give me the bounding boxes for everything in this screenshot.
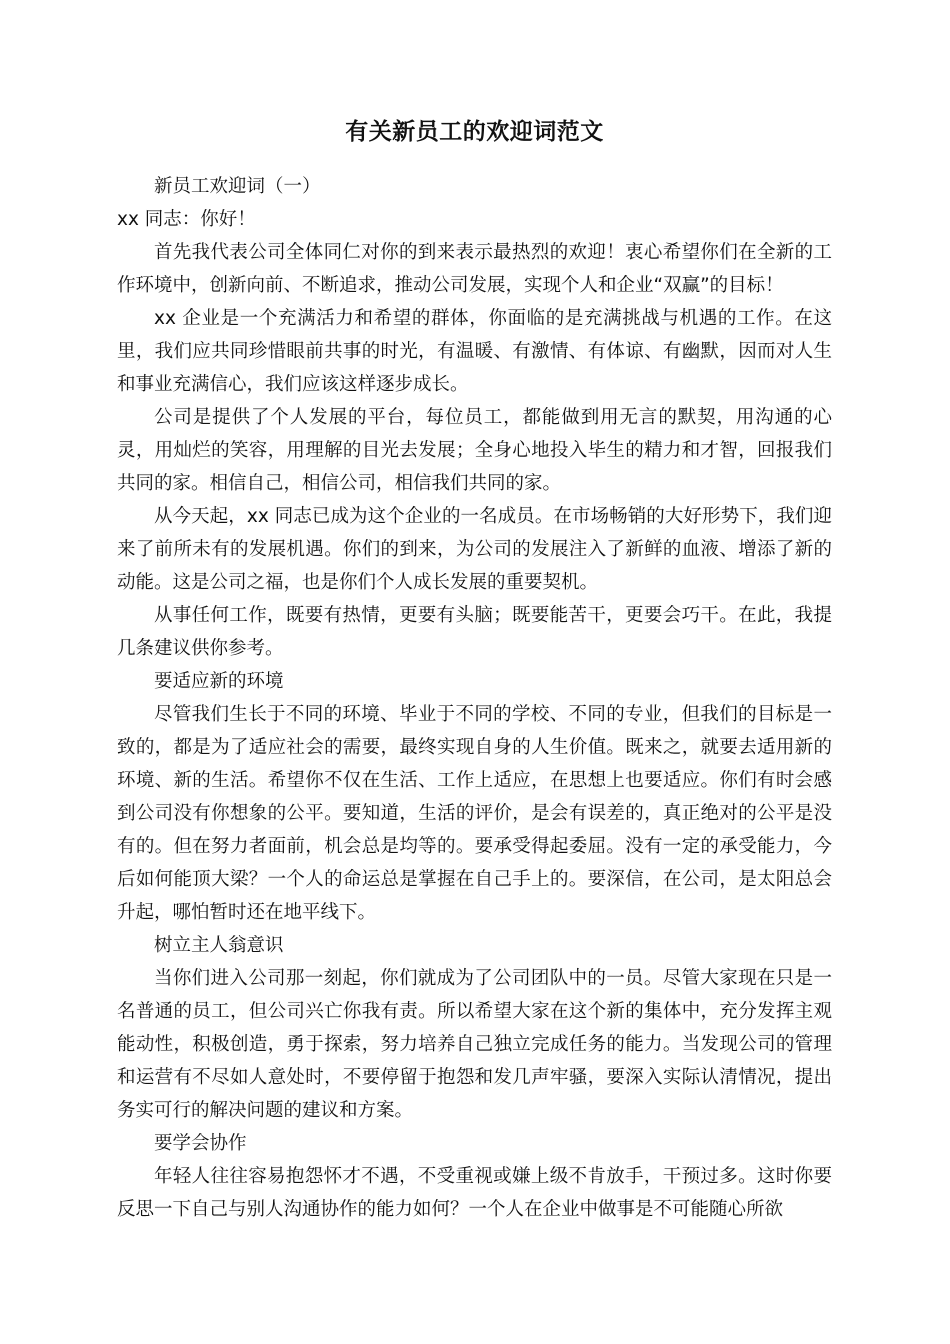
paragraph-advice-intro: 从事任何工作，既要有热情，更要有头脑；既要能苦干，更要会巧干。在此，我提几条建议供你参考。 — [117, 605, 832, 659]
section-label: 新员工欢迎词（一） — [154, 176, 321, 197]
paragraph-welcome: 首先我代表公司全体同仁对你的到来表示最热烈的欢迎！衷心希望你们在全新的工作环境中，创新向前、不断追求，推动公司发展，实现个人和企业“双赢”的目标！ — [117, 242, 832, 296]
subheading-adapt: 要适应新的环境 — [154, 671, 284, 692]
paragraph-cooperation: 年轻人往往容易抱怨怀才不遇，不受重视或嫌上级不肯放手，干预过多。这时你要反思一下自己与别人沟通协作的能力如何？一个人在企业中做事是不可能随心所欲 — [117, 1166, 832, 1220]
paragraph-enterprise: xx 企业是一个充满活力和希望的群体，你面临的是充满挑战与机遇的工作。在这里，我们应共同珍惜眼前共事的时光，有温暖、有激情、有体谅、有幽默，因而对人生和事业充满信心，我们应该这样逐步成长。 — [117, 308, 832, 395]
paragraph-ownership: 当你们进入公司那一刻起，你们就成为了公司团队中的一员。尽管大家现在只是一名普通的员工，但公司兴亡你我有责。所以希望大家在这个新的集体中，充分发挥主观能动性，积极创造，勇于探索，努力培养自己独立完成任务的能力。当发现公司的管理和运营有不尽如人意处时，不要停留于抱怨和发几声牢骚，要深入实际认清情况，提出务实可行的解决问题的建议和方案。 — [117, 968, 832, 1121]
paragraph-adapt: 尽管我们生长于不同的环境、毕业于不同的学校、不同的专业，但我们的目标是一致的，都是为了适应社会的需要，最终实现自身的人生价值。既来之，就要去适用新的环境、新的生活。希望你不仅在生活、工作上适应，在思想上也要适应。你们有时会感到公司没有你想象的公平。要知道，生活的评价，是会有误差的，真正绝对的公平是没有的。但在努力者面前，机会总是均等的。要承受得起委屈。没有一定的承受能力，今后如何能顶大梁？一个人的命运总是掌握在自己手上的。要深信，在公司，是太阳总会升起，哪怕暂时还在地平线下。 — [117, 704, 832, 923]
document-title: 有关新员工的欢迎词范文 — [345, 119, 604, 145]
paragraph-new-member: 从今天起，xx 同志已成为这个企业的一名成员。在市场畅销的大好形势下，我们迎来了前所未有的发展机遇。你们的到来，为公司的发展注入了新鲜的血液、增添了新的动能。这是公司之福，也是你们个人成长发展的重要契机。 — [117, 506, 832, 593]
subheading-ownership: 树立主人翁意识 — [154, 935, 284, 956]
paragraph-platform: 公司是提供了个人发展的平台，每位员工，都能做到用无言的默契，用沟通的心灵，用灿烂的笑容，用理解的目光去发展；全身心地投入毕生的精力和才智，回报我们共同的家。相信自己，相信公司，相信我们共同的家。 — [117, 407, 832, 494]
subheading-cooperation: 要学会协作 — [154, 1133, 247, 1154]
document-body — [117, 170, 832, 1226]
salutation: xx 同志：你好！ — [117, 209, 256, 230]
